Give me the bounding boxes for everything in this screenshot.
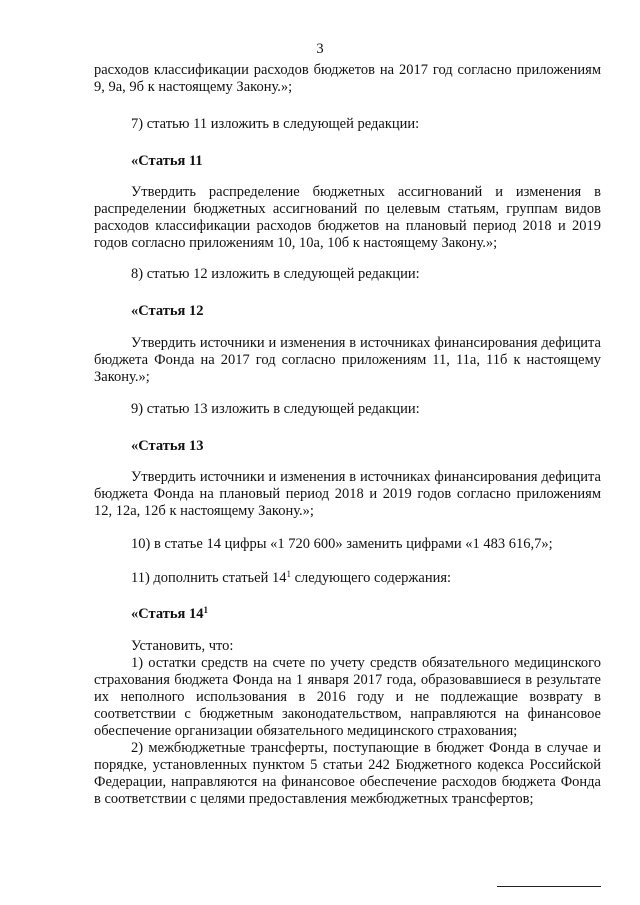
footer-rule [497, 886, 601, 887]
item-11 [131, 570, 451, 587]
item-10: 10) в статье 14 цифры «1 720 600» заменить цифрами «1 483 616,7»; [131, 536, 553, 552]
article-14-1-heading-text: «Статья 14 [131, 606, 204, 622]
article-11-text: Утвердить распределение бюджетных ассигнований и изменения в распределении бюджетных ассигнований по целевым статьям, группам видов расходов классификации расходов бюджетов на плановый период 2018 и 2019 годов согласно приложениям 10, 10а, 10б к настоящему Закону.»; [94, 184, 601, 251]
item-11-superscript: 1 [286, 569, 291, 579]
article-12-text: Утвердить источники и изменения в источниках финансирования дефицита бюджета Фонда на 2017 год согласно приложениям 11, 11а, 11б к настоящему Закону.»; [94, 335, 601, 385]
item-8: 8) статью 12 изложить в следующей редакции: [131, 266, 420, 282]
subitem-2: 2) межбюджетные трансферты, поступающие в бюджет Фонда в случае и порядке, установленных пунктом 5 статьи 242 Бюджетного кодекса Российской Федерации, направляются на финансовое обеспечение расходов бюджета Фонда в соответствии с целями предоставления межбюджетных трансфертов; [94, 740, 601, 807]
page-number: 3 [316, 41, 324, 57]
item-7: 7) статью 11 изложить в следующей редакции: [131, 116, 420, 132]
paragraph-top: расходов классификации расходов бюджетов на 2017 год согласно приложениям 9, 9а, 9б к настоящему Закону.»; [94, 62, 601, 95]
subitem-1: 1) остатки средств на счете по учету средств обязательного медицинского страхования бюджета Фонда на 1 января 2017 года, образовавшиеся в результате их неполного использования в 2016 году и не подлежащие возврату в соответствии с бюджетным законодательством, направляются на финансовое обеспечение организации обязательного медицинского страхования; [94, 655, 601, 739]
article-13-text: Утвердить источники и изменения в источниках финансирования дефицита бюджета Фонда на плановый период 2018 и 2019 годов согласно приложениям 12, 12а, 12б к настоящему Закону.»; [94, 469, 601, 519]
item-9: 9) статью 13 изложить в следующей редакции: [131, 401, 420, 417]
article-14-1-heading [131, 606, 208, 623]
article-12-heading: «Статья 12 [131, 303, 204, 319]
article-14-1-superscript: 1 [203, 605, 208, 615]
article-13-heading: «Статья 13 [131, 438, 204, 454]
establish-line: Установить, что: [131, 638, 234, 654]
item-11-text-a: 11) дополнить статьей 14 [131, 570, 287, 586]
item-11-text-b: следующего содержания: [290, 570, 452, 586]
article-11-heading: «Статья 11 [131, 153, 203, 169]
